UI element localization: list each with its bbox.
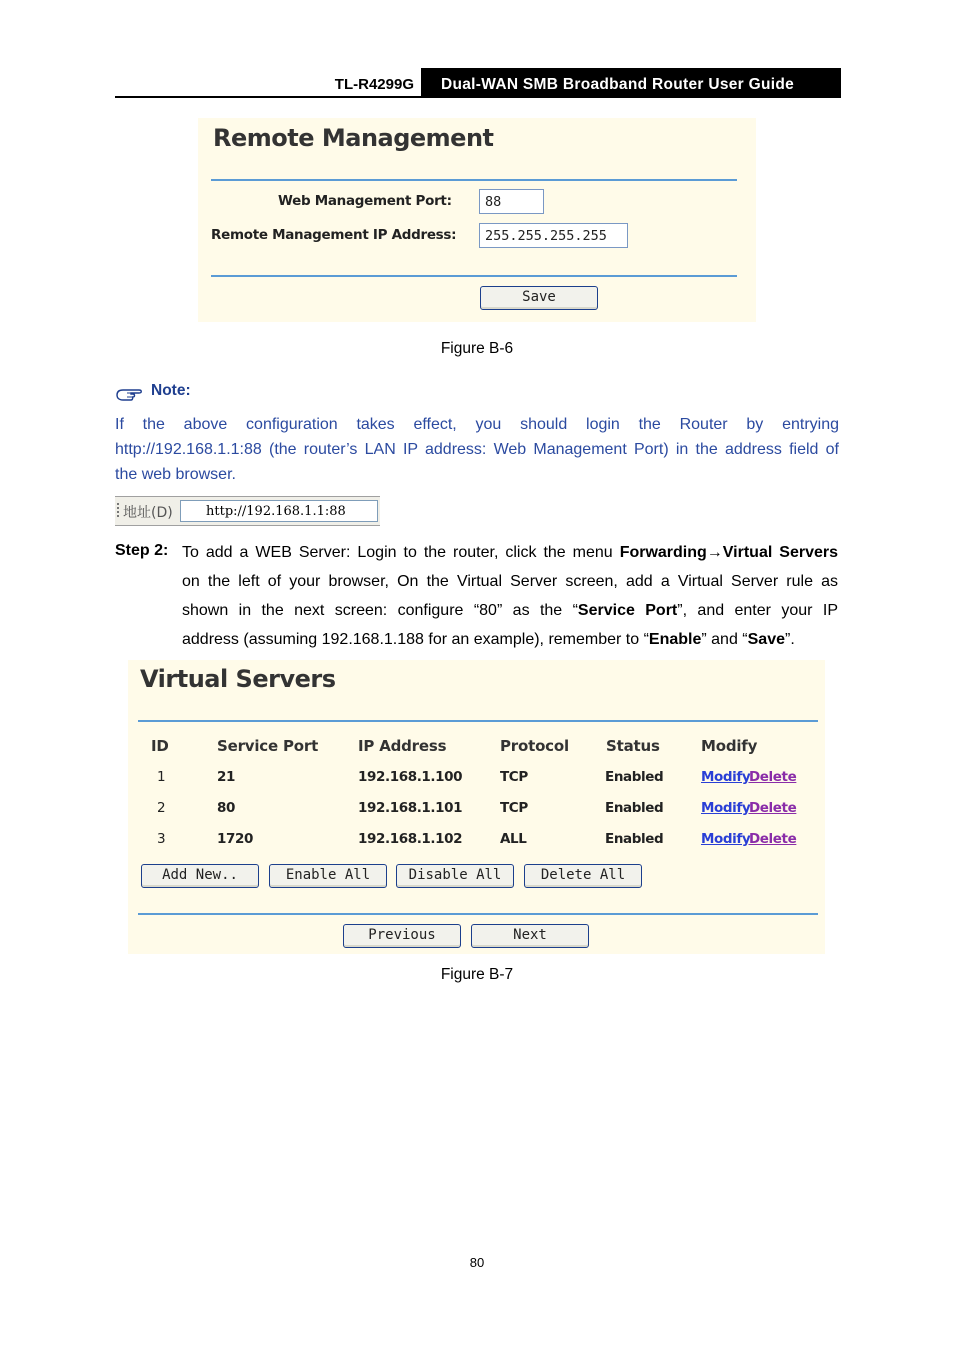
row-modify-link[interactable]: Modify (701, 769, 751, 785)
note-line: If the above configuration takes effect, you should login the Router by entrying (115, 416, 839, 433)
bottom-divider (138, 913, 818, 915)
row-status: Enabled (605, 769, 664, 785)
enable-term: Enable (648, 631, 702, 648)
row-status: Enabled (605, 800, 664, 816)
service-port-term: Service Port (577, 602, 678, 619)
column-header-status: Status (606, 737, 660, 755)
title-divider (138, 720, 818, 722)
web-management-port-label: Web Management Port: (278, 193, 452, 209)
row-id: 1 (157, 769, 166, 785)
row-protocol: ALL (500, 831, 527, 847)
note-label: Note: (151, 382, 191, 399)
remote-ip-label: Remote Management IP Address: (211, 227, 457, 243)
address-bar (115, 496, 380, 526)
menu-path: Forwarding→Virtual Servers (619, 544, 838, 561)
figure-caption-b6: Figure B-6 (440, 340, 514, 357)
row-ip-address: 192.168.1.100 (358, 769, 463, 785)
step-label: Step 2: (115, 542, 169, 559)
address-field[interactable]: http://192.168.1.1:88 (180, 500, 378, 522)
header-rule (115, 96, 841, 98)
add-new-button[interactable]: Add New.. (141, 864, 259, 888)
pointing-hand-icon (115, 386, 145, 402)
header-guide-title: Dual-WAN SMB Broadband Router User Guide (421, 68, 841, 97)
virtual-servers-title: Virtual Servers (140, 665, 336, 693)
column-header-modify: Modify (701, 737, 758, 755)
step-body (182, 538, 838, 654)
figure-caption-b7: Figure B-7 (440, 966, 514, 983)
enable-all-button[interactable]: Enable All (269, 864, 387, 888)
remote-management-panel (198, 118, 756, 322)
row-delete-link[interactable]: Delete (749, 769, 797, 785)
column-header-protocol: Protocol (500, 737, 569, 755)
row-service-port: 80 (217, 800, 235, 816)
row-modify-link[interactable]: Modify (701, 800, 751, 816)
row-service-port: 21 (217, 769, 235, 785)
row-delete-link[interactable]: Delete (749, 800, 797, 816)
row-ip-address: 192.168.1.102 (358, 831, 463, 847)
next-button[interactable]: Next (471, 924, 589, 948)
delete-all-button[interactable]: Delete All (524, 864, 642, 888)
row-protocol: TCP (500, 800, 528, 816)
remote-management-title: Remote Management (213, 124, 494, 152)
step-text: address (assuming 192.168.1.188 for an example), remember to “ (182, 631, 649, 648)
step-line (182, 625, 838, 654)
save-term: Save (747, 631, 785, 648)
row-service-port: 1720 (217, 831, 253, 847)
previous-button[interactable]: Previous (343, 924, 461, 948)
note-line: http://192.168.1.1:88 (the router’s LAN IP address: Web Management Port) in the address field of (115, 441, 839, 458)
step-text: ” and “ (701, 631, 748, 648)
step-text: ”. (785, 631, 795, 648)
web-management-port-input[interactable] (479, 189, 544, 214)
step-text: ”, and enter your IP (677, 602, 838, 619)
step-line: on the left of your browser, On the Virtual Server screen, add a Virtual Server rule as (182, 573, 838, 590)
address-label: 地址(D) (123, 505, 173, 521)
row-protocol: TCP (500, 769, 528, 785)
page-number: 80 (469, 1255, 485, 1270)
row-delete-link[interactable]: Delete (749, 831, 797, 847)
row-ip-address: 192.168.1.101 (358, 800, 463, 816)
bottom-divider (211, 275, 737, 277)
step-line (182, 596, 838, 625)
header-model: TL-R4299G (334, 76, 414, 93)
column-header-service-port: Service Port (217, 737, 319, 755)
disable-all-button[interactable]: Disable All (396, 864, 514, 888)
step-text: To add a WEB Server: Login to the router, click the menu (182, 544, 620, 561)
row-modify-link[interactable]: Modify (701, 831, 751, 847)
row-status: Enabled (605, 831, 664, 847)
toolbar-grip (117, 503, 119, 519)
step-text: shown in the next screen: configure “80” as the “ (182, 602, 578, 619)
save-button[interactable]: Save (480, 286, 598, 310)
title-divider (211, 179, 737, 181)
remote-ip-input[interactable] (479, 223, 628, 248)
row-id: 2 (157, 800, 166, 816)
note-line: the web browser. (115, 466, 236, 483)
column-header-ip-address: IP Address (358, 737, 447, 755)
step-line (182, 538, 838, 567)
column-header-id: ID (151, 737, 169, 755)
row-id: 3 (157, 831, 166, 847)
note-body (115, 412, 839, 487)
